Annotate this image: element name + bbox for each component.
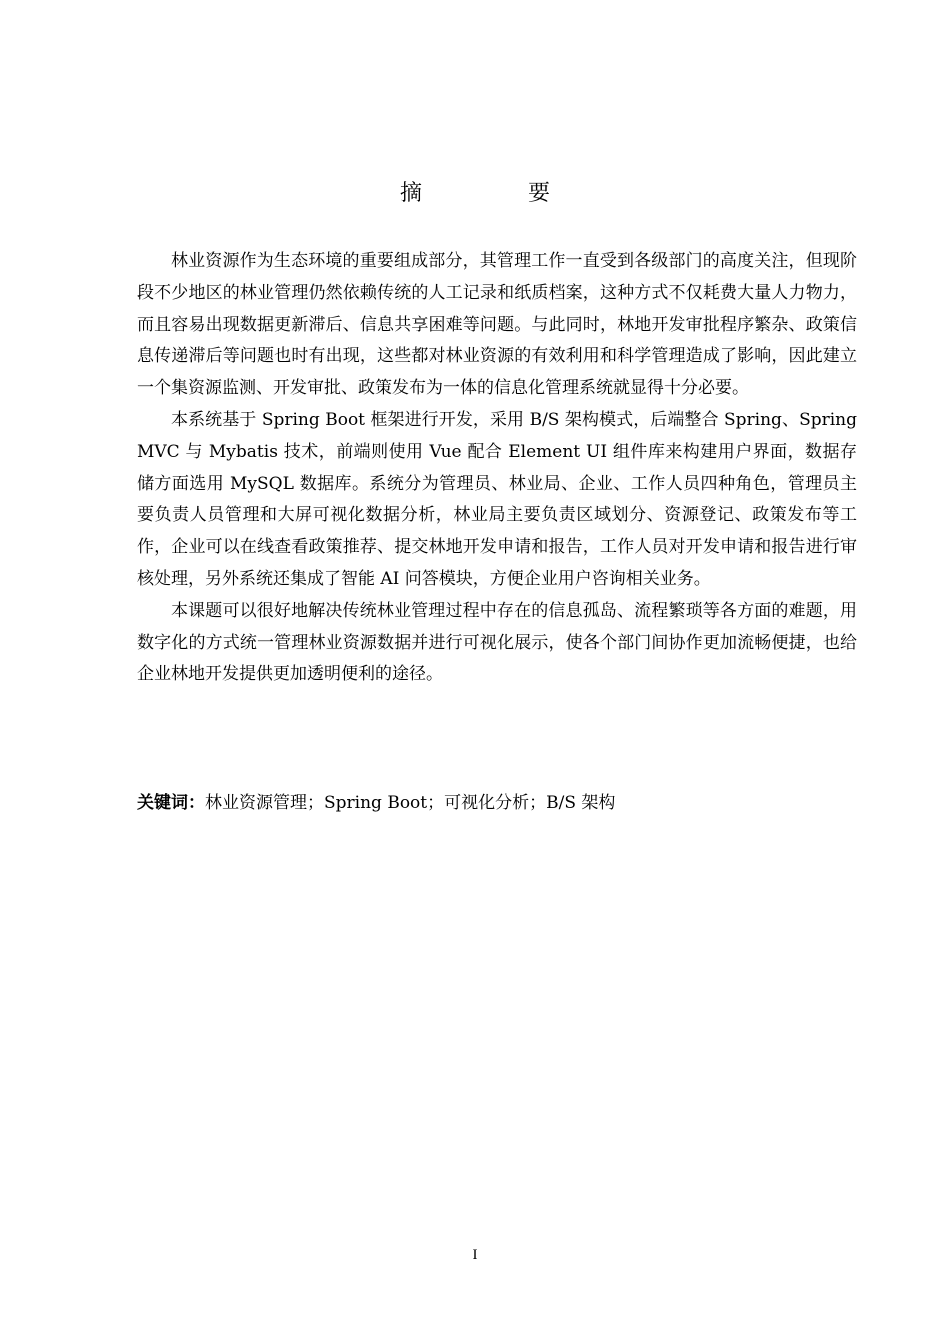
- keywords-text: 林业资源管理；Spring Boot；可视化分析；B/S 架构: [205, 793, 616, 813]
- abstract-body: [137, 246, 857, 691]
- abstract-paragraph-system: 本系统基于 Spring Boot 框架进行开发，采用 B/S 架构模式，后端整合 Spring、Spring MVC 与 Mybatis 技术，前端则使用 Vue 配合 Element UI 组件库来构建用户界面，数据存储方面选用 MySQL 数据库。系统分为管理员、林业局、企业、工作人员四种角色，管理员主要负责人员管理和大屏可视化数据分析，林业局主要负责区域划分、资源登记、政策发布等工作，企业可以在线查看政策推荐、提交林地开发申请和报告，工作人员对开发申请和报告进行审核处理，另外系统还集成了智能 AI 问答模块，方便企业用户咨询相关业务。: [137, 409, 857, 589]
- keywords-line: [137, 790, 857, 816]
- abstract-paragraph-background: 林业资源作为生态环境的重要组成部分，其管理工作一直受到各级部门的高度关注，但现阶段不少地区的林业管理仍然依赖传统的人工记录和纸质档案，这种方式不仅耗费大量人力物力，而且容易出现数据更新滞后、信息共享困难等问题。与此同时，林地开发审批程序繁杂、政策信息传递滞后等问题也时有出现，这些都对林业资源的有效利用和科学管理造成了影响，因此建立一个集资源监测、开发审批、政策发布为一体的信息化管理系统就显得十分必要。: [137, 251, 857, 399]
- abstract-paragraph-significance: 本课题可以很好地解决传统林业管理过程中存在的信息孤岛、流程繁琐等各方面的难题，用数字化的方式统一管理林业资源数据并进行可视化展示，使各个部门间协作更加流畅便捷，也给企业林地开发提供更加透明便利的途径。: [137, 600, 857, 685]
- page-title: 摘 要: [399, 181, 592, 206]
- keywords-label: 关键词：: [137, 793, 205, 813]
- page-number: I: [472, 1247, 478, 1263]
